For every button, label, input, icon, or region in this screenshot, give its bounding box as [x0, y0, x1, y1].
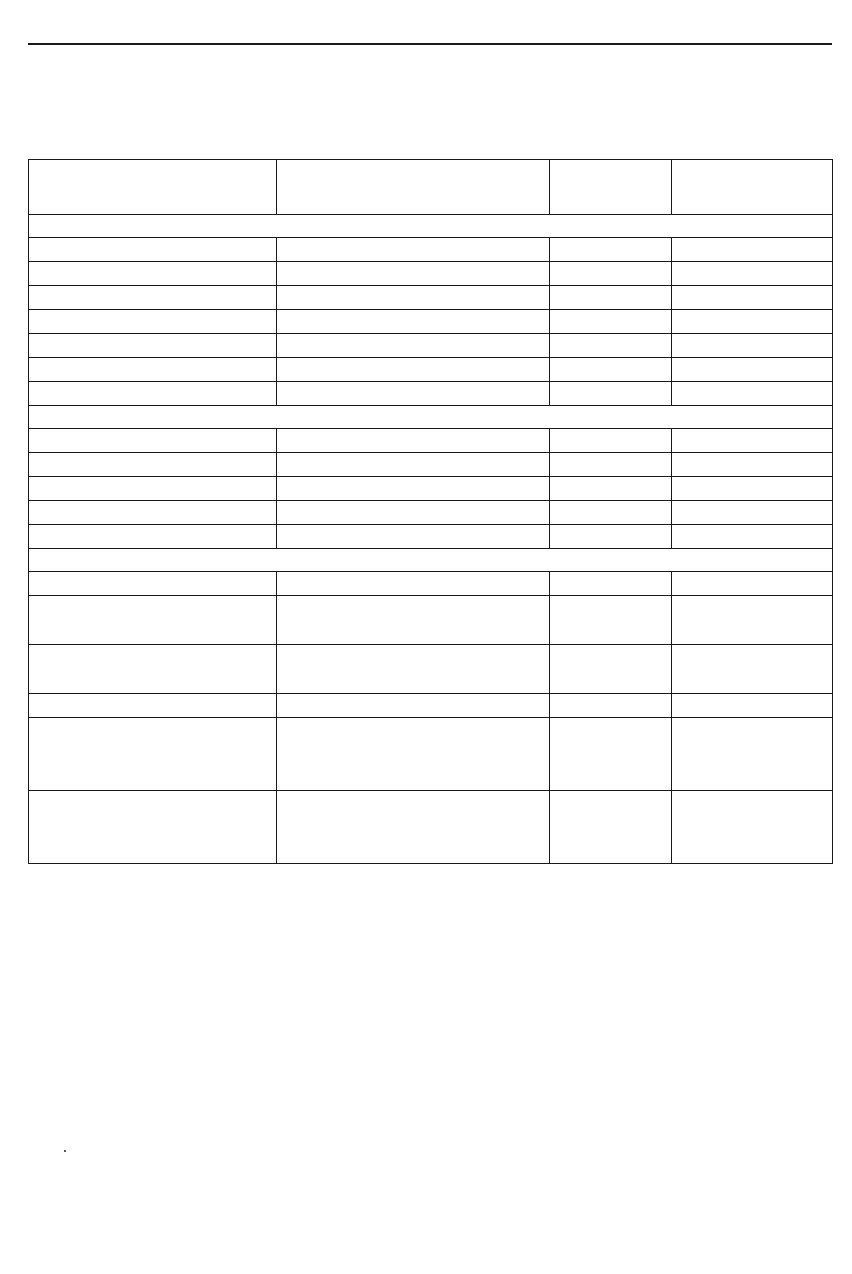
table-cell: [672, 790, 833, 863]
section-title-row: [29, 215, 833, 238]
table-cell: [550, 453, 672, 477]
table-cell: [277, 382, 550, 406]
table-cell: [550, 717, 672, 790]
table-cell: [672, 382, 833, 406]
table-cell: [29, 358, 277, 382]
table-cell: [672, 429, 833, 453]
table-cell: [29, 238, 277, 262]
top-rule: [28, 43, 832, 45]
section-title: [29, 548, 833, 571]
table-cell: [672, 262, 833, 286]
table-cell: [550, 238, 672, 262]
table-row: [29, 238, 833, 262]
table-cell: [550, 382, 672, 406]
table-cell: [29, 453, 277, 477]
table-cell: [29, 571, 277, 595]
table-cell: [672, 477, 833, 501]
section-title-row: [29, 406, 833, 429]
header-cell: [550, 160, 672, 215]
table-cell: [672, 717, 833, 790]
table-cell: [29, 524, 277, 548]
table-cell: [277, 477, 550, 501]
table-cell: [672, 286, 833, 310]
table-cell: [672, 453, 833, 477]
table-row: [29, 524, 833, 548]
table-row: [29, 790, 833, 863]
table-cell: [29, 693, 277, 717]
table-row: [29, 262, 833, 286]
table-cell: [29, 500, 277, 524]
table-cell: [550, 358, 672, 382]
table-row: [29, 717, 833, 790]
table-row: [29, 477, 833, 501]
table-cell: [672, 310, 833, 334]
table-cell: [29, 790, 277, 863]
table-cell: [277, 595, 550, 644]
table-cell: [277, 453, 550, 477]
table-cell: [29, 286, 277, 310]
table-row: [29, 693, 833, 717]
table-cell: [550, 524, 672, 548]
table-cell: [672, 524, 833, 548]
table-cell: [277, 310, 550, 334]
header-cell: [277, 160, 550, 215]
header-cell: [672, 160, 833, 215]
table-row: [29, 595, 833, 644]
table-cell: [550, 262, 672, 286]
table-cell: [550, 477, 672, 501]
table-cell: [672, 571, 833, 595]
table-cell: [277, 717, 550, 790]
table-row: [29, 644, 833, 693]
header-cell: [29, 160, 277, 215]
table-row: [29, 429, 833, 453]
table-row: [29, 453, 833, 477]
table-header-row: [29, 160, 833, 215]
table-cell: [550, 595, 672, 644]
table-cell: [550, 571, 672, 595]
table-cell: [29, 310, 277, 334]
table-cell: [550, 429, 672, 453]
table-cell: [550, 334, 672, 358]
section-title-row: [29, 548, 833, 571]
table-cell: [29, 334, 277, 358]
table-cell: [277, 644, 550, 693]
table-cell: [672, 595, 833, 644]
data-table: [28, 159, 833, 864]
table-cell: [277, 358, 550, 382]
table-cell: [672, 238, 833, 262]
table-cell: [277, 571, 550, 595]
table-cell: [277, 238, 550, 262]
table-cell: [29, 429, 277, 453]
table-cell: [277, 790, 550, 863]
table-cell: [29, 262, 277, 286]
table-cell: [672, 693, 833, 717]
table-cell: [277, 500, 550, 524]
table-row: [29, 382, 833, 406]
table-row: [29, 286, 833, 310]
table-cell: [672, 644, 833, 693]
section-title: [29, 406, 833, 429]
section-title: [29, 215, 833, 238]
table-cell: [277, 693, 550, 717]
scan-speck: [64, 1150, 66, 1152]
table-cell: [550, 500, 672, 524]
table-cell: [277, 262, 550, 286]
table-cell: [550, 693, 672, 717]
table-row: [29, 358, 833, 382]
table-cell: [550, 310, 672, 334]
table-cell: [672, 334, 833, 358]
table-cell: [277, 524, 550, 548]
table-cell: [277, 429, 550, 453]
table-cell: [29, 717, 277, 790]
table-cell: [550, 286, 672, 310]
table-cell: [277, 286, 550, 310]
table-row: [29, 310, 833, 334]
table-row: [29, 334, 833, 358]
table-row: [29, 571, 833, 595]
table-cell: [672, 500, 833, 524]
table-cell: [29, 477, 277, 501]
table-row: [29, 500, 833, 524]
table-cell: [550, 790, 672, 863]
table-cell: [277, 334, 550, 358]
table-cell: [29, 644, 277, 693]
table-cell: [672, 358, 833, 382]
table-cell: [29, 595, 277, 644]
table-cell: [550, 644, 672, 693]
table-cell: [29, 382, 277, 406]
